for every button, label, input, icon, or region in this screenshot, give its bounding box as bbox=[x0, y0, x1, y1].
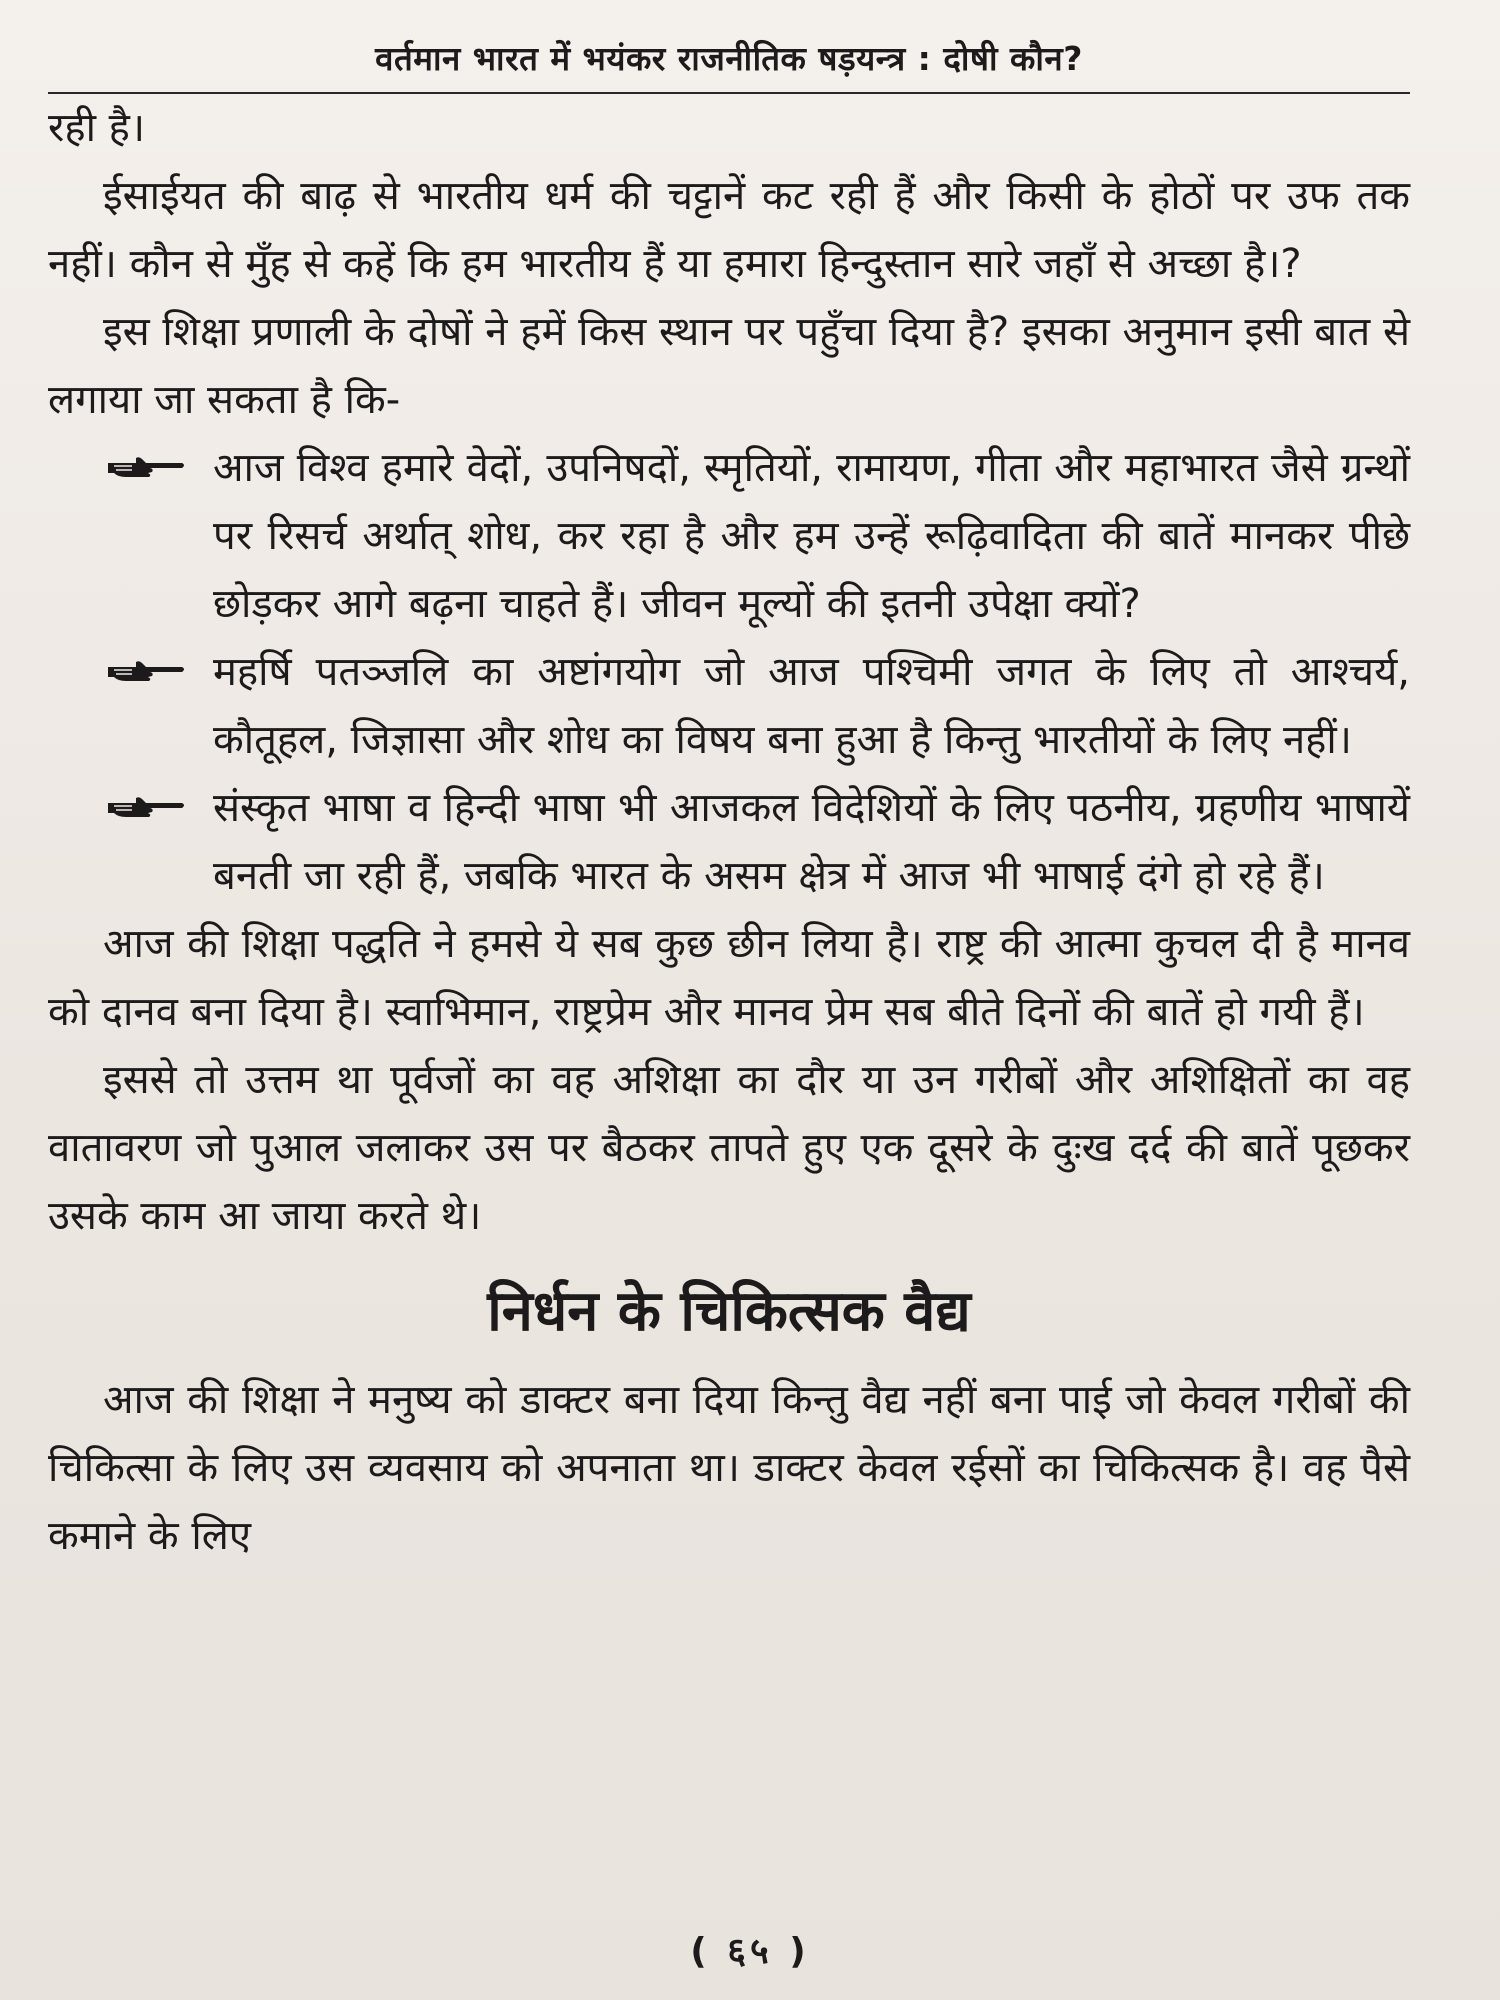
paragraph-continuation: रही है। bbox=[48, 105, 146, 151]
paragraph-ancestors: इससे तो उत्तम था पूर्वजों का वह अशिक्षा का दौर या उन गरीबों और अशिक्षितों का वह वातावरण जो पुआल जलाकर उस पर बैठकर तापते हुए एक दूसरे के दुःख दर्द की बातें पूछकर उसके काम आ जाया करते थे। bbox=[48, 1057, 1410, 1239]
running-header: वर्तमान भारत में भयंकर राजनीतिक षड़यन्त्र : दोषी कौन? bbox=[375, 39, 1083, 78]
bullet-text: संस्कृत भाषा व हिन्दी भाषा भी आजकल विदेशियों के लिए पठनीय, ग्रहणीय भाषायें बनती जा रही हैं, जबकि भारत के असम क्षेत्र में आज भी भाषाई दंगे हो रहे हैं। bbox=[213, 785, 1410, 899]
body-text bbox=[48, 94, 1410, 1570]
pointing-hand-icon bbox=[106, 794, 188, 820]
pointing-hand-icon bbox=[106, 658, 188, 684]
page-number: ( ६५ ) bbox=[690, 1931, 810, 1972]
paragraph-nation-soul: आज की शिक्षा पद्धति ने हमसे ये सब कुछ छीन लिया है। राष्ट्र की आत्मा कुचल दी है मानव को दानव बना दिया है। स्वाभिमान, राष्ट्रप्रेम और मानव प्रेम सब बीते दिनों की बातें हो गयी हैं। bbox=[48, 921, 1410, 1035]
paragraph-education-system: इस शिक्षा प्रणाली के दोषों ने हमें किस स्थान पर पहुँचा दिया है? इसका अनुमान इसी बात से लगाया जा सकता है कि- bbox=[48, 309, 1410, 423]
bullet-item-sanskrit bbox=[48, 774, 1410, 910]
section-heading: निर्धन के चिकित्सक वैद्य bbox=[487, 1279, 971, 1344]
paragraph-christianity: ईसाईयत की बाढ़ से भारतीय धर्म की चट्टानें कट रही हैं और किसी के होठों पर उफ तक नहीं। कौन से मुँह से कहें कि हम भारतीय हैं या हमारा हिन्दुस्तान सारे जहाँ से अच्छा है।? bbox=[48, 173, 1410, 287]
bullet-item-patanjali bbox=[48, 638, 1410, 774]
pointing-hand-icon bbox=[106, 454, 188, 480]
bullet-text: आज विश्व हमारे वेदों, उपनिषदों, स्मृतियों, रामायण, गीता और महाभारत जैसे ग्रन्थों पर रिसर्च अर्थात् शोध, कर रहा है और हम उन्हें रूढ़िवादिता की बातें मानकर पीछे छोड़कर आगे बढ़ना चाहते हैं। जीवन मूल्यों की इतनी उपेक्षा क्यों? bbox=[213, 445, 1410, 627]
bullet-text: महर्षि पतञ्जलि का अष्टांगयोग जो आज पश्चिमी जगत के लिए तो आश्चर्य, कौतूहल, जिज्ञासा और शोध का विषय बना हुआ है किन्तु भारतीयों के लिए नहीं। bbox=[213, 649, 1410, 763]
bullet-item-vedas bbox=[48, 434, 1410, 638]
paragraph-doctor-vaidya: आज की शिक्षा ने मनुष्य को डाक्टर बना दिया किन्तु वैद्य नहीं बना पाई जो केवल गरीबों की चिकित्सा के लिए उस व्यवसाय को अपनाता था। डाक्टर केवल रईसों का चिकित्सक है। वह पैसे कमाने के लिए bbox=[48, 1377, 1410, 1559]
